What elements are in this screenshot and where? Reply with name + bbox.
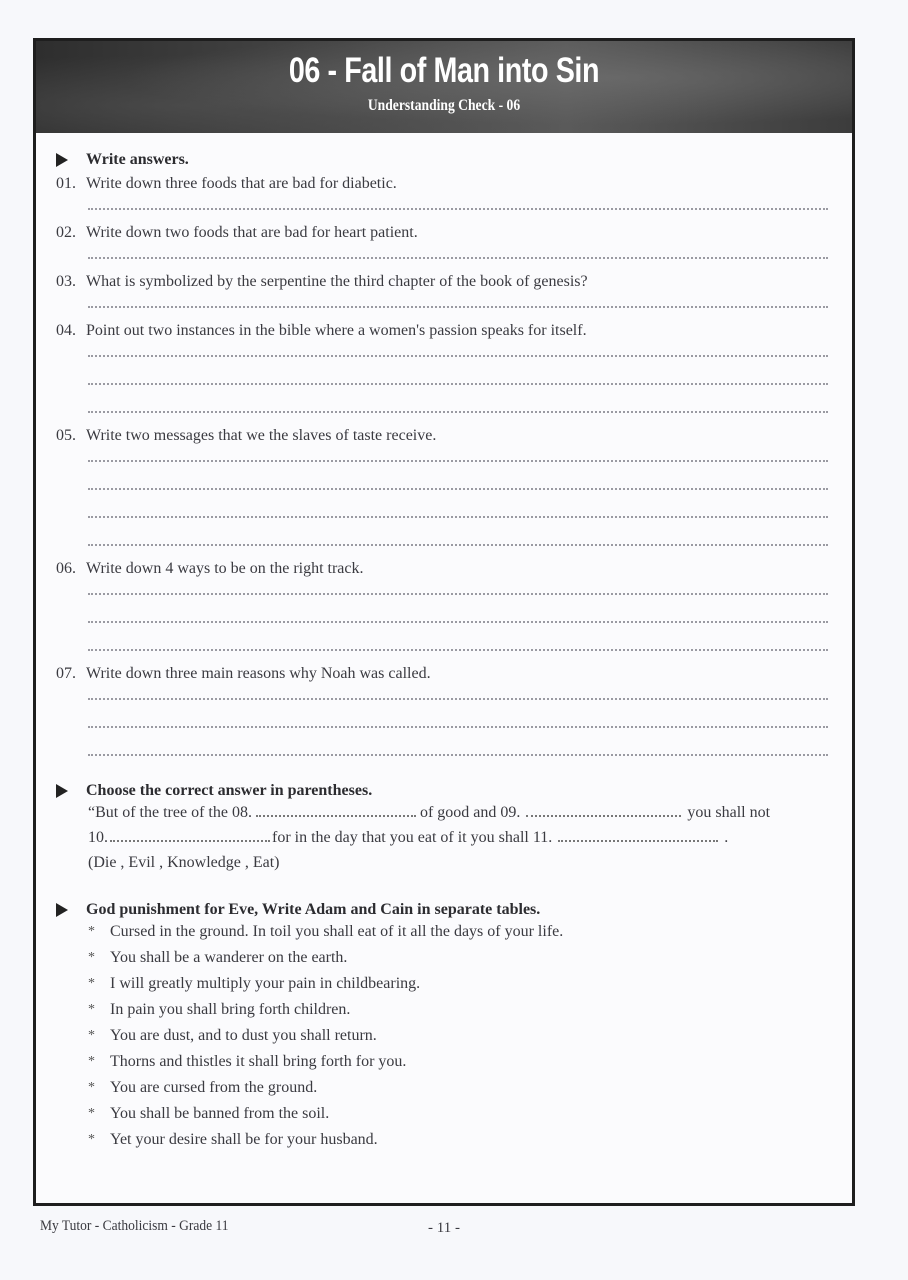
answer-line[interactable] [88, 256, 828, 259]
answer-line[interactable] [88, 620, 828, 623]
asterisk-bullet-icon: * [88, 1080, 95, 1095]
section-heading-text: God punishment for Eve, Write Adam and Cain in separate tables. [86, 901, 541, 918]
question-number: 01. [56, 175, 76, 192]
question-text: Write down three foods that are bad for diabetic. [86, 175, 397, 192]
section-heading-write [56, 151, 828, 169]
passage-line-1 [88, 800, 828, 825]
passage-line-2 [88, 825, 828, 850]
passage-text: “But of the tree of the 08. [88, 804, 252, 821]
punishment-item [88, 945, 828, 971]
answer-line[interactable] [88, 697, 828, 700]
asterisk-bullet-icon: * [88, 924, 95, 939]
punishment-item [88, 997, 828, 1023]
punishment-text: You shall be a wanderer on the earth. [110, 949, 348, 966]
asterisk-bullet-icon: * [88, 1106, 95, 1121]
chapter-title: 06 - Fall of Man into Sin [288, 51, 600, 90]
triangle-bullet-icon [56, 153, 68, 167]
triangle-bullet-icon [56, 784, 68, 798]
question-number: 03. [56, 273, 76, 290]
answer-line[interactable] [88, 354, 828, 357]
question-number: 04. [56, 322, 76, 339]
chapter-subtitle: Understanding Check - 06 [367, 97, 521, 114]
punishment-list [88, 919, 828, 1153]
worksheet-content [56, 149, 828, 1153]
passage-text: of good and 09. [419, 804, 521, 821]
answer-line[interactable] [88, 753, 828, 756]
blank-11[interactable] [558, 828, 718, 842]
punishment-item [88, 1075, 828, 1101]
asterisk-bullet-icon: * [88, 1132, 95, 1147]
page-frame [33, 38, 855, 1206]
question-2 [56, 224, 828, 242]
punishment-text: In pain you shall bring forth children. [110, 1001, 351, 1018]
passage-text: 10. [88, 829, 108, 846]
question-number: 06. [56, 560, 76, 577]
question-4 [56, 322, 828, 340]
answer-options: (Die , Evil , Knowledge , Eat) [88, 854, 280, 871]
chapter-banner [36, 41, 852, 133]
answer-line[interactable] [88, 305, 828, 308]
punishment-item [88, 1023, 828, 1049]
triangle-bullet-icon [56, 903, 68, 917]
punishment-item [88, 1101, 828, 1127]
section-heading-text: Choose the correct answer in parentheses. [86, 782, 373, 799]
answer-line[interactable] [88, 459, 828, 462]
answer-line[interactable] [88, 207, 828, 210]
punishment-item [88, 919, 828, 945]
asterisk-bullet-icon: * [88, 976, 95, 991]
answer-line[interactable] [88, 515, 828, 518]
question-5 [56, 427, 828, 445]
blank-10[interactable] [110, 828, 270, 842]
answer-line[interactable] [88, 648, 828, 651]
punishment-text: Cursed in the ground. In toil you shall eat of it all the days of your life. [110, 923, 564, 940]
footer-page-number: - 11 - [428, 1220, 460, 1236]
question-1 [56, 175, 828, 193]
punishment-text: You shall be banned from the soil. [110, 1105, 330, 1122]
asterisk-bullet-icon: * [88, 950, 95, 965]
passage-text: you shall not [687, 804, 771, 821]
blank-09[interactable] [526, 803, 681, 817]
asterisk-bullet-icon: * [88, 1002, 95, 1017]
punishment-text: I will greatly multiply your pain in childbearing. [110, 975, 421, 992]
answer-line[interactable] [88, 410, 828, 413]
question-text: Write down two foods that are bad for heart patient. [86, 224, 418, 241]
passage-text: . [724, 829, 729, 846]
punishment-item [88, 971, 828, 997]
answer-line[interactable] [88, 725, 828, 728]
answer-line[interactable] [88, 382, 828, 385]
answer-line[interactable] [88, 487, 828, 490]
question-number: 05. [56, 427, 76, 444]
passage-text: for in the day that you eat of it you shall 11. [272, 829, 553, 846]
question-text: Point out two instances in the bible where a women's passion speaks for itself. [86, 322, 587, 339]
question-7 [56, 665, 828, 683]
section-heading-choose [56, 782, 828, 800]
punishment-text: You are cursed from the ground. [110, 1079, 318, 1096]
answer-line[interactable] [88, 543, 828, 546]
question-text: What is symbolized by the serpentine the third chapter of the book of genesis? [86, 273, 588, 290]
question-text: Write down 4 ways to be on the right track. [86, 560, 364, 577]
asterisk-bullet-icon: * [88, 1028, 95, 1043]
fill-in-passage [88, 800, 828, 875]
question-text: Write two messages that we the slaves of taste receive. [86, 427, 437, 444]
punishment-text: Yet your desire shall be for your husband. [110, 1131, 378, 1148]
question-6 [56, 560, 828, 578]
question-number: 02. [56, 224, 76, 241]
question-list [56, 175, 828, 756]
punishment-item [88, 1049, 828, 1075]
punishment-text: You are dust, and to dust you shall return. [110, 1027, 377, 1044]
question-3 [56, 273, 828, 291]
blank-08[interactable] [256, 803, 416, 817]
question-text: Write down three main reasons why Noah was called. [86, 665, 431, 682]
punishment-text: Thorns and thistles it shall bring forth for you. [110, 1053, 407, 1070]
question-number: 07. [56, 665, 76, 682]
answer-line[interactable] [88, 592, 828, 595]
section-heading-text: Write answers. [86, 151, 189, 168]
section-heading-punishment [56, 901, 828, 919]
punishment-item [88, 1127, 828, 1153]
asterisk-bullet-icon: * [88, 1054, 95, 1069]
footer-book-title: My Tutor - Catholicism - Grade 11 [40, 1218, 229, 1234]
